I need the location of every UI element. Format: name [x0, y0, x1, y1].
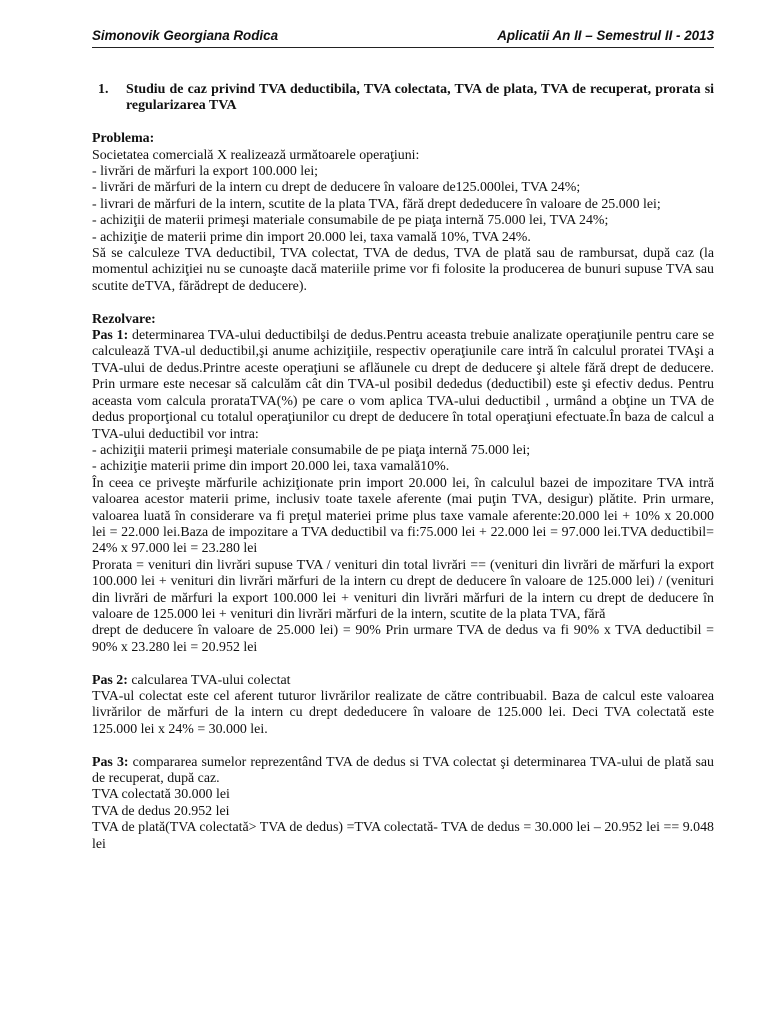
step1-paragraph — [92, 328, 714, 443]
header-course: Aplicatii An II – Semestrul II - 2013 — [497, 28, 714, 43]
step3-label: Pas 3: — [92, 754, 129, 770]
problem-line: - achiziţie de materii prime din import 20.000 lei, taxa vamală 10%, TVA 24%. — [92, 229, 531, 245]
header-divider — [92, 47, 714, 48]
problem-line: - achiziţii de materii primeşi materiale consumabile de pe piaţa internă 75.000 lei, TVA 24%; — [92, 213, 609, 229]
document-body — [92, 82, 714, 853]
header-author: Simonovik Georgiana Rodica — [92, 28, 279, 43]
step1-result: drept de deducere în valoare de 25.000 lei) = 90% Prin urmare TVA de dedus va fi 90% x TVA deductibil = 90% x 23.280 lei = 20.952 lei — [92, 623, 714, 655]
step3-result: TVA de plată(TVA colectată> TVA de dedus) =TVA colectată- TVA de dedus = 30.000 lei – 20.952 lei == 9.048 lei — [92, 820, 714, 852]
step1-label: Pas 1: — [92, 328, 129, 344]
step1-line: - achiziţii materii primeşi materiale consumabile de pe piaţa internă 75.000 lei; — [92, 442, 531, 458]
step2-lead: calcularea TVA-ului colectat — [127, 672, 291, 688]
problem-line: Societatea comercială X realizează următoarele operaţiuni: — [92, 147, 420, 163]
step1-line: - achiziţie materii prime din import 20.000 lei, taxa vamală10%. — [92, 459, 450, 475]
page-header — [92, 25, 714, 47]
step3-line: TVA colectată 30.000 lei — [92, 787, 230, 803]
step2-heading — [92, 673, 714, 689]
problem-heading: Problema: — [92, 131, 155, 147]
solution-heading: Rezolvare: — [92, 311, 156, 327]
section-title — [92, 82, 714, 115]
step3-paragraph — [92, 755, 714, 788]
problem-line: - livrări de mărfuri la export 100.000 lei; — [92, 164, 319, 180]
step3-line: TVA de dedus 20.952 lei — [92, 803, 230, 819]
step1-lead: determinarea TVA-ului deductibilşi de dedus.Pentru aceasta trebuie analizate operaţiunile pentru care se calculează TVA-ul deductibil,şi anume achiziţiile, respectiv operaţiunile care intră în calculul proratei TVAşi a TVA-ului de dedus.Printre aceste operaţiuni se aflăunele cu drept de deducere şi altele fără drept de deducere. Prin urmare este necesar să calculăm cât din TVA-ul posibil dededus (deductibil) este şi efectiv dedus. Pentru aceasta vom calcula prorataTVA(%) pe care o vom aplica TVA-ului deductibil , urmând a obţine un TVA de dedus proporţional cu totalul operaţiunilor cu drept de deducere în total operaţiuni efectuate.În baza de calcul a TVA-ului deductibil vor intra: — [92, 328, 714, 442]
step1-import-paragraph: În ceea ce priveşte mărfurile achiziţionate prin import 20.000 lei, în calculul bazei de impozitare TVA intră valoarea acestor materii prime, inclusiv toate taxele aferente (mai puţin TVA, desigur) plătite. Prin urmare, valoarea luată în considerare va fi preţul materiei prime plus taxe vamale aferente:20.000 lei + 10% x 20.000 lei = 22.000 lei.Baza de impozitare a TVA deductibil va fi:75.000 lei + 22.000 lei = 97.000 lei.TVA deductibil= 24% x 97.000 lei = 23.280 lei — [92, 475, 714, 557]
problem-line: - livrari de mărfuri de la intern, scutite de la plata TVA, fără drept dededucere în valoare de 25.000 lei; — [92, 196, 661, 212]
problem-statement: Să se calculeze TVA deductibil, TVA colectat, TVA de dedus, TVA de plată sau de rambursat, după caz (la momentul achiziţiei nu se cunoaşte dacă materiile prime vor fi folosite la producerea de bunuri supuse TVA sau scutite deTVA, fărădrept de deducere). — [92, 246, 714, 294]
step2-label: Pas 2: — [92, 672, 128, 688]
step3-lead: compararea sumelor reprezentând TVA de dedus si TVA colectat şi determinarea TVA-ului de plată sau de recuperat, după caz. — [92, 754, 714, 786]
section-title-text: Studiu de caz privind TVA deductibila, TVA colectata, TVA de plata, TVA de recuperat, prorata si regularizarea TVA — [126, 82, 714, 114]
section-number: 1. — [98, 82, 109, 97]
step2-paragraph: TVA-ul colectat este cel aferent tuturor livrărilor realizate de către contribuabil. Baza de calcul este valoarea livrărilor de mărfuri de la intern cu drept dededucere în valoare de 125.000 lei. Deci TVA colectată este 125.000 lei x 24% = 30.000 lei. — [92, 688, 714, 737]
problem-line: - livrări de mărfuri de la intern cu drept de deducere în valoare de125.000lei, TVA 24%; — [92, 180, 581, 196]
step1-prorata-paragraph: Prorata = venituri din livrări supuse TVA / venituri din total livrări == (venituri din livrări de mărfuri la export 100.000 lei + venituri din livrări mărfuri de la intern cu drept de deducere în valoare de 125.000 lei) / (venituri din livrări de mărfuri la export 100.000 lei + venituri din livrări mărfuri de la intern cu drept de deducere în valoare de 125.000 lei + venituri din livrări mărfuri de la intern, scutite de la plata TVA, fără — [92, 557, 714, 622]
